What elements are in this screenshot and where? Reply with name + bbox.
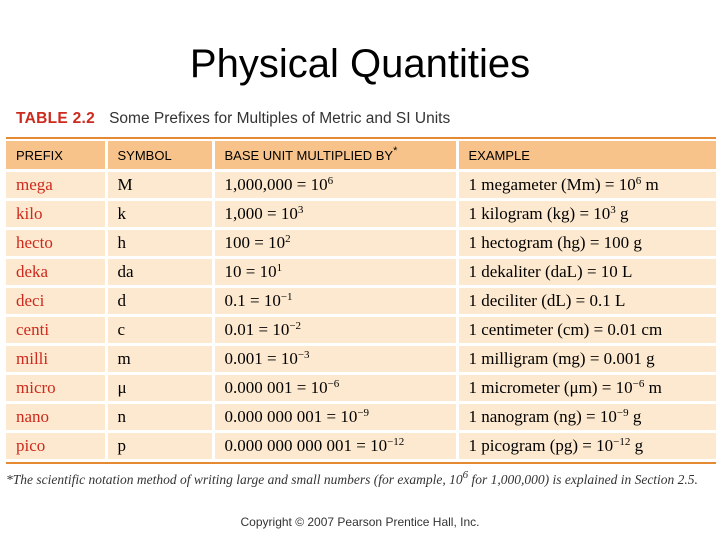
header-prefix: PREFIX xyxy=(6,141,106,171)
multiplier-cell: 0.000 000 $001 = 10^{-9}$ xyxy=(213,403,457,432)
header-base-unit: BASE UNIT MULTIPLIED BY* xyxy=(213,141,457,171)
multiplier-cell: 0.000 $001 = 10^{-6}$ xyxy=(213,374,457,403)
symbol-cell: k xyxy=(106,200,213,229)
multiplier-cell: $1,000 = 10^3$ xyxy=(213,200,457,229)
prefix-cell: milli xyxy=(6,345,106,374)
table-row xyxy=(6,345,716,374)
prefix-cell: micro xyxy=(6,374,106,403)
prefix-cell: pico xyxy=(6,432,106,460)
symbol-cell: m xyxy=(106,345,213,374)
multiplier-cell: $100 = 10^2$ xyxy=(213,229,457,258)
example-cell: 1 milligram (mg) = 0.001 g xyxy=(457,345,716,374)
caption-rule xyxy=(6,137,716,139)
table-header-row xyxy=(6,141,716,171)
multiplier-cell: $0.01 = 10^{-2}$ xyxy=(213,316,457,345)
table-row xyxy=(6,316,716,345)
table-row xyxy=(6,403,716,432)
prefix-cell: hecto xyxy=(6,229,106,258)
prefix-cell: mega xyxy=(6,171,106,200)
prefix-cell: deci xyxy=(6,287,106,316)
prefix-cell: kilo xyxy=(6,200,106,229)
example-cell: 1 hectogram (hg) = 100 g xyxy=(457,229,716,258)
symbol-cell: c xyxy=(106,316,213,345)
multiplier-cell: 0.000 000 000 $001 = 10^{-12}$ xyxy=(213,432,457,460)
table-row xyxy=(6,287,716,316)
example-cell: 1 centimeter (cm) = 0.01 cm xyxy=(457,316,716,345)
header-asterisk: * xyxy=(393,144,398,157)
multiplier-cell: $0.1 = 10^{-1}$ xyxy=(213,287,457,316)
table-row xyxy=(6,374,716,403)
symbol-cell: da xyxy=(106,258,213,287)
symbol-cell: n xyxy=(106,403,213,432)
table-caption xyxy=(16,110,716,132)
example-cell: 1 picogram $(pg) = 10^{-12}$ g xyxy=(457,432,716,460)
symbol-cell: μ xyxy=(106,374,213,403)
example-cell: 1 dekaliter (daL) = 10 L xyxy=(457,258,716,287)
prefix-cell: deka xyxy=(6,258,106,287)
table-number: TABLE 2.2 xyxy=(16,110,96,127)
table-row xyxy=(6,171,716,200)
multiplier-cell: $0.001 = 10^{-3}$ xyxy=(213,345,457,374)
symbol-cell: M xyxy=(106,171,213,200)
table-bottom-rule xyxy=(6,462,716,464)
table-footnote: *The scientific notation method of writing large and small numbers (for example, $10^6$ for 1,000,000) is explained in Section 2.5. xyxy=(6,469,698,487)
example-cell: 1 megameter $(Mm) = 10^6$ m xyxy=(457,171,716,200)
prefix-cell: nano xyxy=(6,403,106,432)
prefix-table xyxy=(6,141,716,459)
example-cell: 1 nanogram $(ng) = 10^{-9}$ g xyxy=(457,403,716,432)
multiplier-cell: $1,000,000 = 10^6$ xyxy=(213,171,457,200)
symbol-cell: p xyxy=(106,432,213,460)
table-row xyxy=(6,229,716,258)
symbol-cell: h xyxy=(106,229,213,258)
copyright-notice: Copyright © 2007 Pearson Prentice Hall, Inc. xyxy=(240,515,480,529)
table-row xyxy=(6,200,716,229)
table-row xyxy=(6,432,716,460)
slide-title: Physical Quantities xyxy=(189,42,531,86)
example-cell: 1 deciliter (dL) = 0.1 L xyxy=(457,287,716,316)
header-example: EXAMPLE xyxy=(457,141,716,171)
table-row xyxy=(6,258,716,287)
example-cell: 1 kilogram $(kg) = 10^3$ g xyxy=(457,200,716,229)
multiplier-cell: $10 = 10^1$ xyxy=(213,258,457,287)
prefix-cell: centi xyxy=(6,316,106,345)
table-caption-text: Some Prefixes for Multiples of Metric and SI Units xyxy=(109,110,451,127)
header-symbol: SYMBOL xyxy=(106,141,213,171)
symbol-cell: d xyxy=(106,287,213,316)
example-cell: 1 micrometer $(\mu m) = 10^{-6}$ m xyxy=(457,374,716,403)
